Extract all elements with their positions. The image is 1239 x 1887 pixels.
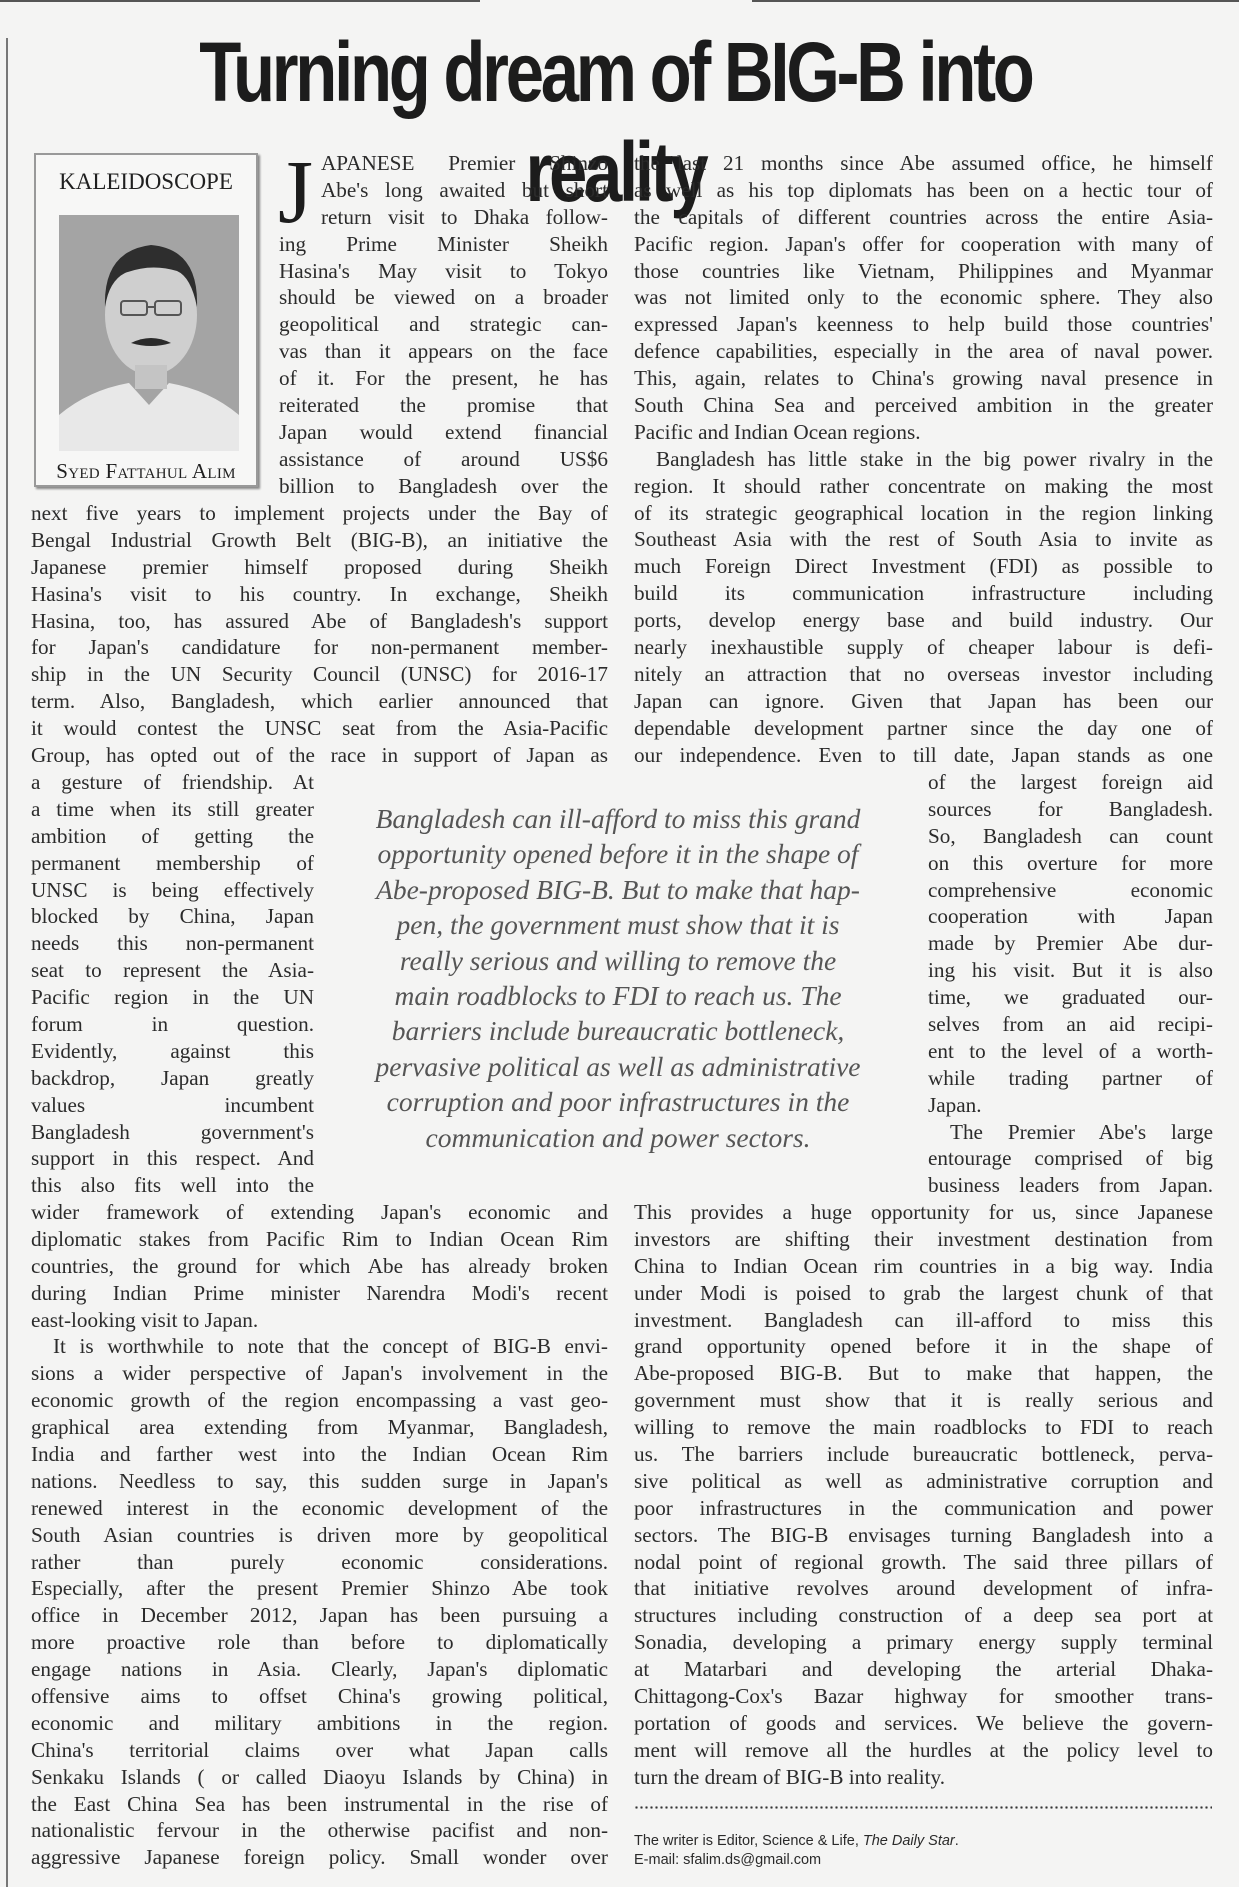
text-line: sions a wider perspective of Japan's involvement in the	[31, 1361, 608, 1386]
author-portrait-icon	[59, 215, 239, 451]
text-line: nations. Needless to say, this sudden surge in Japan's	[31, 1468, 608, 1493]
text-line: the last 21 months since Abe assumed office, he himself	[634, 151, 1213, 175]
pull-quote-line: barriers include bureaucratic bottleneck,	[391, 1015, 845, 1047]
text-line: sive political as well as administrative corruption and	[634, 1468, 1213, 1493]
pull-quote-line: really serious and willing to remove the	[399, 944, 837, 976]
text-line: sectors. The BIG-B envisages turning Bangladesh into a	[634, 1522, 1213, 1547]
author-footer	[634, 1832, 959, 1870]
pull-quote-line: Bangladesh can ill-afford to miss this grand	[375, 803, 861, 834]
text-line: nitely an attraction that no overseas investor including	[634, 661, 1213, 686]
text-line: seat to represent the Asia-	[31, 958, 314, 983]
text-line: graphical area extending from Myanmar, Bangladesh,	[31, 1415, 608, 1440]
author-photo	[59, 215, 239, 451]
text-line: Chittagong-Cox's Bazar highway for smoother trans-	[634, 1684, 1213, 1709]
text-line: a gesture of friendship. At	[31, 770, 314, 794]
text-line: diplomatic stakes from Pacific Rim to Indian Ocean Rim	[31, 1226, 608, 1251]
text-line: during Indian Prime minister Narendra Modi's recent	[31, 1280, 608, 1305]
text-line: reiterated the promise that	[279, 393, 608, 418]
text-line: the capitals of different countries across the entire Asia-	[634, 204, 1213, 229]
left-page-rule	[6, 38, 8, 1887]
top-rule-left	[0, 0, 480, 2]
text-line: grand opportunity opened before it in the shape of	[634, 1334, 1213, 1359]
text-line: Japan can ignore. Given that Japan has been our	[634, 688, 1213, 713]
text-line: renewed interest in the economic development of the	[31, 1495, 608, 1520]
text-line: our independence. Even to till date, Japan stands as one	[634, 742, 1213, 767]
text-line: assistance of around US$6	[279, 446, 608, 471]
text-line: office in December 2012, Japan has been pursuing a	[31, 1603, 608, 1628]
text-line: permanent membership of	[31, 850, 314, 875]
text-line: Abe-proposed BIG-B. But to make that happen, the	[634, 1361, 1213, 1386]
text-line: India and farther west into the Indian Ocean Rim	[31, 1442, 608, 1467]
text-line: ship in the UN Security Council (UNSC) for 2016-17	[31, 662, 608, 687]
author-name: Syed Fattahul Alim	[56, 459, 236, 483]
text-line: Pacific region in the UN	[31, 985, 314, 1010]
text-line: it would contest the UNSC seat from the Asia-Pacific	[31, 716, 608, 741]
text-line: Bangladesh government's	[31, 1119, 314, 1144]
text-line: engage nations in Asia. Clearly, Japan's diplomatic	[31, 1657, 608, 1682]
pull-quote-line: corruption and poor infrastructures in the	[386, 1086, 850, 1118]
text-line: this also fits well into the	[31, 1173, 314, 1198]
text-line: turn the dream of BIG-B into reality.	[634, 1764, 946, 1789]
text-line: government must show that it is really serious and	[634, 1388, 1213, 1413]
col1-full-text	[31, 500, 608, 769]
text-line: poor infrastructures in the communication and power	[634, 1495, 1213, 1520]
text-line: Pacific region. Japan's offer for cooperation with many of	[634, 231, 1213, 256]
text-line: the East China Sea has been instrumental in the rise of	[31, 1791, 608, 1816]
text-line: nodal point of regional growth. The said three pillars of	[634, 1549, 1213, 1574]
text-line: of it. For the present, he has	[279, 366, 608, 391]
pull-quote	[326, 801, 910, 1155]
col2-narrow-text	[928, 769, 1213, 1199]
text-line: vas than it appears on the face	[279, 339, 608, 364]
text-line: aggressive Japanese foreign policy. Small wonder over	[31, 1845, 608, 1870]
text-line: expressed Japan's keenness to help build those countries'	[634, 312, 1213, 337]
text-line: Hasina's visit to his country. In exchange, Sheikh	[31, 581, 608, 606]
text-line: blocked by China, Japan	[31, 904, 314, 929]
text-line: values incumbent	[31, 1092, 314, 1117]
text-line: Senkaku Islands ( or called Diaoyu Islands by China) in	[31, 1764, 608, 1789]
text-line: Abe's long awaited but short	[321, 177, 608, 202]
text-line: ment will remove all the hurdles at the policy level to	[634, 1737, 1213, 1762]
text-line: South Asian countries is driven more by geopolitical	[31, 1522, 608, 1547]
text-line: Bangladesh has little stake in the big power rivalry in the	[656, 446, 1213, 471]
text-line: billion to Bangladesh over the	[279, 473, 608, 498]
text-line: return visit to Dhaka follow-	[321, 204, 608, 229]
text-line: dependable development partner since the day one of	[634, 715, 1213, 740]
text-line: should be viewed on a broader	[279, 285, 608, 310]
text-line: forum in question.	[31, 1012, 314, 1037]
text-line: ing his visit. But it is also	[928, 958, 1213, 983]
text-line: rather than purely economic considerations.	[31, 1549, 608, 1574]
text-line: Southeast Asia with the rest of South Asia to invite as	[634, 527, 1213, 552]
text-line: east-looking visit to Japan.	[31, 1307, 259, 1332]
writer-credit: The writer is Editor, Science & Life, The Daily Star.	[634, 1833, 959, 1849]
text-line: more proactive role than before to diplomatically	[31, 1630, 608, 1655]
text-line: backdrop, Japan greatly	[31, 1065, 314, 1090]
drop-cap: J	[278, 143, 314, 242]
text-line: This provides a huge opportunity for us, since Japanese	[634, 1200, 1213, 1224]
text-line: Group, has opted out of the race in support of Japan as	[31, 743, 608, 768]
text-line: wider framework of extending Japan's economic and	[31, 1200, 608, 1224]
text-line: geopolitical and strategic can-	[279, 312, 608, 337]
text-line: willing to remove the main roadblocks to FDI to reach	[634, 1415, 1213, 1440]
text-line: nearly inexhaustible supply of cheaper labour is defi-	[634, 635, 1213, 660]
pull-quote-line: pen, the government must show that it is	[396, 909, 840, 941]
col1-narrow-text	[31, 769, 314, 1199]
col1-bottom-text	[31, 1199, 608, 1871]
text-line: region. It should rather concentrate on making the most	[634, 473, 1213, 498]
text-line: Hasina's May visit to Tokyo	[279, 258, 608, 283]
text-line: Evidently, against this	[31, 1038, 314, 1063]
text-line: economic growth of the region encompassing a vast geo-	[31, 1388, 608, 1413]
text-line: offensive aims to offset China's growing political,	[31, 1684, 608, 1709]
pull-quote-line: Abe-proposed BIG-B. But to make that hap-	[376, 873, 860, 905]
text-line: ent to the level of a worth-	[928, 1038, 1213, 1063]
text-line: support in this respect. And	[31, 1146, 314, 1171]
text-line: China's territorial claims over what Japan calls	[31, 1737, 608, 1762]
text-line: made by Premier Abe dur-	[928, 931, 1213, 956]
text-line: UNSC is being effectively	[31, 877, 314, 902]
text-line: for Japan's candidature for non-permanent member-	[31, 635, 608, 660]
text-line: at Matarbari and developing the arterial Dhaka-	[634, 1657, 1213, 1682]
dotted-divider	[634, 1806, 1212, 1809]
text-line: those countries like Vietnam, Philippines and Myanmar	[634, 258, 1213, 283]
text-line: as well as his top diplomats has been on a hectic tour of	[634, 177, 1213, 202]
text-line: Hasina, too, has assured Abe of Bangladesh's support	[31, 608, 608, 633]
text-line: on this overture for more	[928, 850, 1213, 875]
column-name: KALEIDOSCOPE	[59, 169, 233, 194]
author-email[interactable]: E-mail: sfalim.ds@gmail.com	[634, 1852, 822, 1868]
text-line: entourage comprised of big	[928, 1146, 1213, 1171]
text-line: economic and military ambitions in the region.	[31, 1710, 608, 1735]
text-line: Japanese premier himself proposed during Sheikh	[31, 554, 608, 579]
text-line: It is worthwhile to note that the concept of BIG-B envi-	[53, 1334, 608, 1359]
text-line: Japan would extend financial	[279, 419, 608, 444]
headline: Turning dream of BIG-B into reality	[199, 25, 1032, 219]
text-line: investors are shifting their investment destination from	[634, 1226, 1213, 1251]
text-line: nationalistic fervour in the otherwise pacifist and non-	[31, 1818, 608, 1843]
text-line: sources for Bangladesh.	[928, 796, 1213, 821]
text-line: time, we graduated our-	[928, 985, 1213, 1010]
text-line: business leaders from Japan.	[928, 1173, 1213, 1198]
text-line: cooperation with Japan	[928, 904, 1213, 929]
text-line: Japan.	[928, 1092, 982, 1117]
column-byline-box	[34, 153, 258, 487]
text-line: defence capabilities, especially in the area of naval power.	[634, 339, 1213, 364]
text-line: investment. Bangladesh can ill-afford to miss this	[634, 1307, 1213, 1332]
text-line: Bengal Industrial Growth Belt (BIG-B), an initiative the	[31, 527, 608, 552]
text-line: of its strategic geographical location in the region linking	[634, 500, 1213, 525]
text-line: countries, the ground for which Abe has already broken	[31, 1253, 608, 1278]
text-line: Especially, after the present Premier Shinzo Abe took	[31, 1576, 608, 1601]
pull-quote-line: communication and power sectors.	[425, 1121, 811, 1153]
text-line: was not limited only to the economic sphere. They also	[634, 285, 1213, 310]
text-line: needs this non-permanent	[31, 931, 314, 956]
text-line: term. Also, Bangladesh, which earlier announced that	[31, 689, 608, 714]
col2-bottom-text	[634, 1199, 1213, 1791]
text-line: comprehensive economic	[928, 877, 1213, 902]
text-line: of the largest foreign aid	[928, 770, 1213, 794]
text-line: portation of goods and services. We believe the govern-	[634, 1710, 1213, 1735]
publication-name: The Daily Star	[862, 1833, 955, 1849]
text-line: ports, develop energy base and build industry. Our	[634, 608, 1213, 633]
text-line: China to Indian Ocean rim countries in a big way. India	[634, 1253, 1213, 1278]
text-line: while trading partner of	[928, 1065, 1213, 1090]
text-line: South China Sea and perceived ambition in the greater	[634, 393, 1213, 418]
text-line: Sonadia, developing a primary energy supply terminal	[634, 1630, 1213, 1655]
text-line: a time when its still greater	[31, 796, 314, 821]
text-line: APANESE Premier Shinzo	[321, 151, 608, 175]
text-line: The Premier Abe's large	[950, 1119, 1213, 1144]
text-line: us. The barriers include bureaucratic bottleneck, perva-	[634, 1442, 1213, 1467]
text-line: ing Prime Minister Sheikh	[279, 231, 608, 256]
text-line: Pacific and Indian Ocean regions.	[634, 419, 921, 444]
text-line: So, Bangladesh can count	[928, 823, 1213, 848]
pull-quote-line: main roadblocks to FDI to reach us. The	[394, 980, 842, 1012]
text-line: that initiative revolves around development of infra-	[634, 1576, 1213, 1601]
text-line: much Foreign Direct Investment (FDI) as possible to	[634, 554, 1213, 579]
text-line: This, again, relates to China's growing naval presence in	[634, 366, 1213, 391]
text-line: next five years to implement projects under the Bay of	[31, 501, 608, 525]
text-line: under Modi is poised to grab the largest chunk of that	[634, 1280, 1213, 1305]
col2-top-text	[634, 150, 1213, 768]
text-line: build its communication infrastructure including	[634, 581, 1213, 606]
top-rule-right	[752, 0, 1239, 2]
text-line: structures including construction of a deep sea port at	[634, 1603, 1213, 1628]
text-line: ambition of getting the	[31, 823, 314, 848]
col1-intro-text	[278, 143, 608, 500]
pull-quote-line: opportunity opened before it in the shape of	[377, 838, 859, 870]
text-line: selves from an aid recipi-	[928, 1012, 1213, 1037]
pull-quote-line: pervasive political as well as administrative	[375, 1050, 861, 1082]
